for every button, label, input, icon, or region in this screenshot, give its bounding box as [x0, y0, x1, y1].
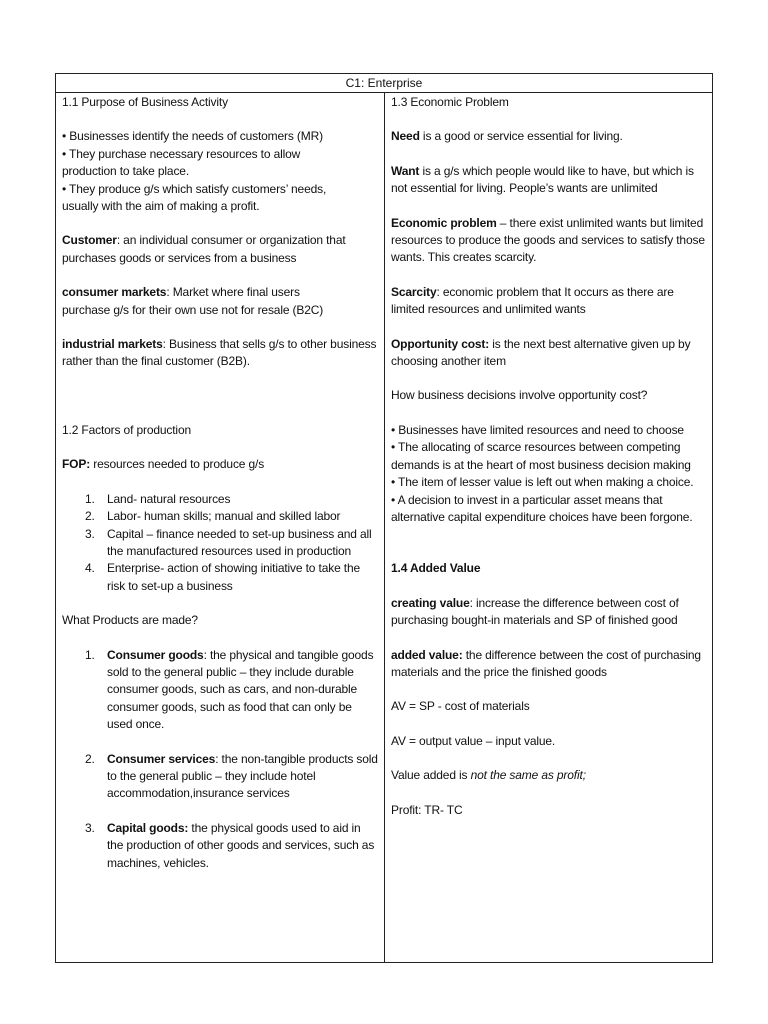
- want-def: is a g/s which people would like to have, but which is not essential for living. People’s wants are unlimited: [391, 163, 694, 196]
- bullet-identify-needs: • Businesses identify the needs of customers (MR): [62, 129, 323, 144]
- opportunity-cost-term: Opportunity cost:: [391, 336, 490, 351]
- table-body: [56, 92, 712, 962]
- list-text: Enterprise- action of showing initiative to take the risk to set-up a business: [107, 561, 361, 593]
- scarcity-term: Scarcity: [391, 284, 437, 299]
- consumer-markets-term: consumer markets: [62, 285, 167, 300]
- industrial-markets-definition: [62, 336, 378, 353]
- economic-problem-term: Economic problem: [391, 215, 497, 230]
- want-term: Want: [391, 163, 420, 178]
- bullet-produce-gs-1: • They produce g/s which satisfy customers’ needs,: [62, 181, 327, 196]
- need-term: Need: [391, 129, 420, 144]
- formula-av-output: AV = output value – input value.: [391, 733, 556, 748]
- creating-value-def: : increase the difference between cost of purchasing bought-in materials and SP of finished good: [391, 595, 679, 628]
- value-added-prefix: Value added is: [391, 768, 471, 783]
- customer-term: Customer: [62, 233, 117, 248]
- list-number: 2.: [85, 509, 95, 524]
- economic-problem-definition: [391, 215, 706, 267]
- product-term: Consumer goods: [107, 647, 204, 662]
- scarcity-definition: [391, 284, 706, 319]
- customer-def-line2: purchases goods or services from a business: [62, 250, 297, 265]
- opp-bullet-1: • Businesses have limited resources and need to choose: [391, 422, 684, 437]
- opp-bullet-3: • The item of lesser value is left out when making a choice.: [391, 475, 694, 490]
- product-term: Consumer services: [107, 751, 216, 766]
- fop-list: [62, 491, 378, 595]
- consumer-def-line2: purchase g/s for their own use not for resale (B2C): [62, 302, 324, 317]
- opportunity-cost-def: is the next best alternative given up by choosing another item: [391, 336, 691, 369]
- added-value-term: added value:: [391, 647, 463, 662]
- economic-problem-def: – there exist unlimited wants but limited resources to produce the goods and services to satisfy those wants. This creates scarcity.: [391, 215, 705, 265]
- customer-definition: [62, 232, 378, 249]
- opportunity-cost-question: How business decisions involve opportunity cost?: [391, 388, 648, 403]
- industrial-def-line1: : Business that sells g/s to other business: [162, 337, 377, 352]
- list-item: [62, 751, 378, 803]
- bullet-purchase-resources-2: production to take place.: [62, 164, 190, 179]
- list-item: [62, 820, 378, 872]
- value-added-note: [391, 767, 706, 784]
- list-item: [62, 491, 378, 508]
- need-def: is a good or service essential for living.: [419, 129, 623, 144]
- fop-definition: [62, 456, 378, 473]
- list-number: 1.: [85, 647, 95, 662]
- formula-av-sp: AV = SP - cost of materials: [391, 699, 530, 714]
- list-text: Land- natural resources: [107, 491, 231, 506]
- opp-bullet-4: • A decision to invest in a particular asset means that alternative capital expenditure choices have been forgone.: [391, 492, 693, 524]
- industrial-def-line2: rather than the final customer (B2B).: [62, 354, 250, 369]
- section-heading-1-4-text: 1.4 Added Value: [391, 561, 481, 576]
- products-list: [62, 647, 378, 872]
- need-definition: [391, 128, 706, 145]
- customer-def-line1: : an individual consumer or organization that: [116, 233, 346, 248]
- creating-value-definition: [391, 595, 706, 630]
- left-column: [56, 92, 384, 962]
- list-item: [62, 508, 378, 525]
- section-heading-1-2: 1.2 Factors of production: [62, 422, 191, 437]
- opp-bullet-2: • The allocating of scarce resources between competing demands is at the heart of most business decision making: [391, 440, 691, 472]
- section-heading-1-1: 1.1 Purpose of Business Activity: [62, 95, 228, 109]
- product-text: : the physical and tangible goods sold to the general public – they include durable consumer goods, such as cars, and non-durable consumer goods, such as food that can only be used once.: [107, 647, 374, 732]
- section-heading-1-3: 1.3 Economic Problem: [391, 95, 509, 109]
- product-text: the physical goods used to aid in the production of other goods and services, such as machines, vehicles.: [107, 820, 375, 870]
- list-number: 4.: [85, 561, 95, 576]
- creating-value-term: creating value: [391, 595, 470, 610]
- profit-formula: Profit: TR- TC: [391, 802, 463, 817]
- list-item: [62, 560, 378, 595]
- fop-def: resources needed to produce g/s: [90, 457, 265, 472]
- added-value-definition: [391, 647, 706, 682]
- opportunity-cost-definition: [391, 336, 706, 371]
- value-added-italic: not the same as profit;: [470, 768, 586, 783]
- list-number: 3.: [85, 820, 95, 835]
- bullet-produce-gs-2: usually with the aim of making a profit.: [62, 199, 260, 214]
- list-text: Capital – finance needed to set-up business and all the manufactured resources used in production: [107, 526, 372, 558]
- product-term: Capital goods:: [107, 820, 189, 835]
- consumer-def-line1: : Market where final users: [166, 285, 300, 300]
- consumer-markets-definition: [62, 284, 378, 301]
- industrial-markets-term: industrial markets: [62, 337, 163, 352]
- want-definition: [391, 163, 706, 198]
- list-number: 2.: [85, 751, 95, 766]
- table-title: C1: Enterprise: [56, 74, 712, 93]
- list-number: 3.: [85, 526, 95, 541]
- products-question: What Products are made?: [62, 613, 198, 628]
- added-value-def: the difference between the cost of purchasing materials and the price the finished goods: [391, 647, 701, 679]
- bullet-purchase-resources-1: • They purchase necessary resources to allow: [62, 146, 301, 161]
- scarcity-def: : economic problem that It occurs as there are limited resources and unlimited wants: [391, 284, 674, 317]
- list-number: 1.: [85, 491, 95, 506]
- right-column: [385, 92, 712, 962]
- list-item: [62, 647, 378, 734]
- fop-term: FOP:: [62, 457, 91, 472]
- list-item: [62, 526, 378, 561]
- product-text: : the non-tangible products sold to the general public – they include hotel accommodation,insurance services: [107, 751, 378, 801]
- list-text: Labor- human skills; manual and skilled labor: [107, 509, 341, 524]
- notes-table: [55, 73, 713, 963]
- section-heading-1-4: [391, 560, 706, 577]
